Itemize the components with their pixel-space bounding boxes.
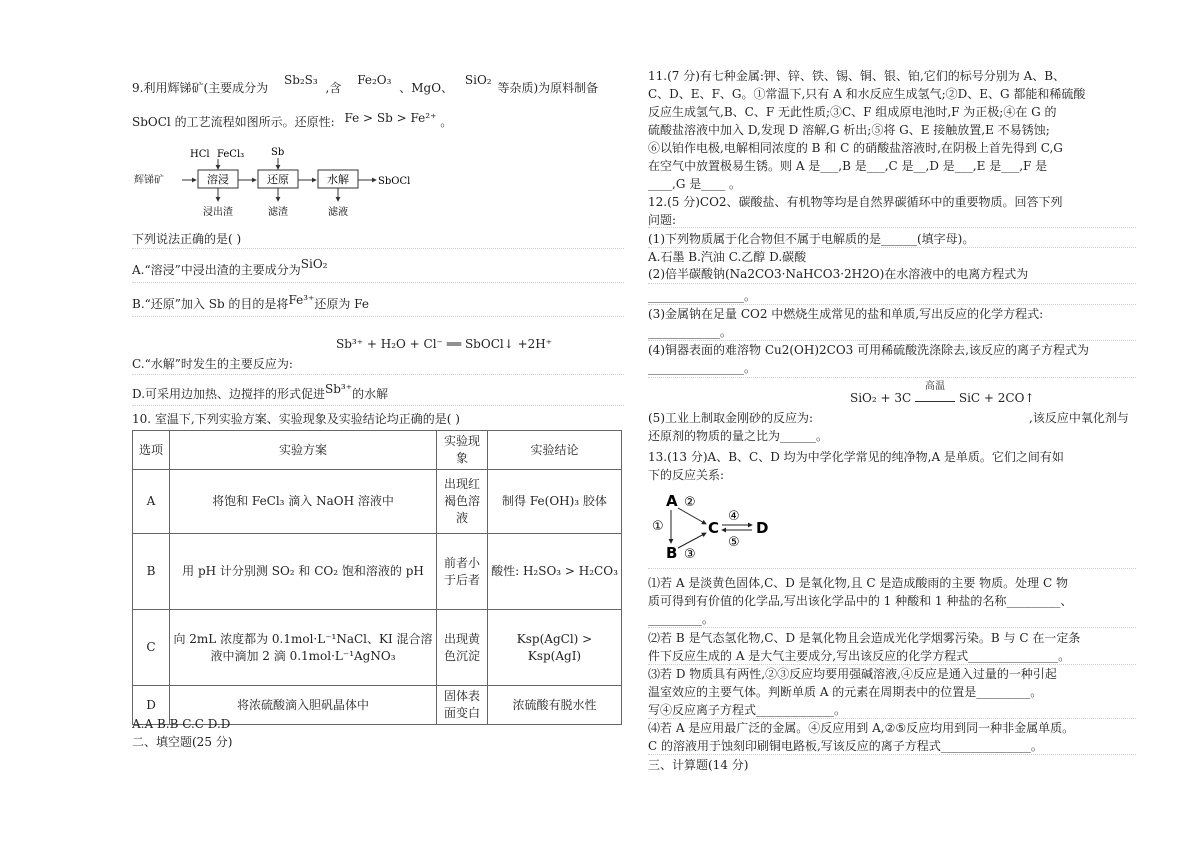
table-cell: 向 2mL 浓度都为 0.1mol·L⁻¹NaCl、KI 混合溶液中滴加 2 滴 0.1mol·L⁻¹AgNO₃ <box>170 610 437 686</box>
label-reaction-4: ④ <box>728 509 740 524</box>
flow-input-hcl: HCl <box>190 149 210 160</box>
q13-part2: ⑵若 B 是气态氢化物,C、D 是氧化物且会造成光化学烟雾污染。B 与 C 在一定条 <box>648 631 1081 645</box>
divider <box>648 664 1136 665</box>
q10-options: A.A B.B C.C D.D <box>132 717 231 731</box>
table-header: 实验结论 <box>488 431 622 470</box>
table-cell: 出现红褐色溶液 <box>437 470 488 534</box>
flow-input-fecl3: FeCl₃ <box>217 149 245 160</box>
formula-sio2: SiO₂ <box>300 257 328 271</box>
divider <box>648 718 1136 719</box>
divider <box>648 247 1136 248</box>
table-header-row <box>133 431 622 470</box>
equation-condition: 高温 <box>925 381 946 392</box>
q13-part4: ⑷若 A 是应用最广泛的金属。④反应用到 A,②⑤反应均用到同一种非金属单质。 <box>648 721 1075 735</box>
q9-ask: 下列说法正确的是( ) <box>132 232 242 246</box>
q11-line: C、D、E、F、G。①常温下,只有 A 和水反应生成氢气;②D、E、G 都能和稀硫酸 <box>648 87 1086 101</box>
q13-part3: 温室效应的主要气体。判断单质 A 的元素在周期表中的位置是_________。 <box>648 685 1043 699</box>
formula-reducing-order: Fe > Sb > Fe²⁺ <box>344 111 437 125</box>
node-d: D <box>756 519 769 537</box>
q11-line: 硫酸盐溶液中加入 D,发现 D 溶解,G 析出;⑤将 G、E 接触放置,E 不易锈蚀; <box>648 123 1050 137</box>
table-cell: Ksp(AgCl) > Ksp(AgI) <box>488 610 622 686</box>
q12-part3: (3)金属钠在足量 CO2 中燃烧生成常见的盐和单质,写出反应的化学方程式: <box>648 307 1044 321</box>
q11-line: ⑥以铂作电极,电解相同浓度的 B 和 C 的硝酸盐溶液时,在阴极上首先得到 C,G <box>648 141 1063 155</box>
q9-option-a <box>132 257 328 278</box>
option-text: 的水解 <box>352 387 389 401</box>
divider <box>648 568 1136 569</box>
divider <box>648 377 1136 378</box>
divider <box>648 627 1136 628</box>
q13-part3: ⑶若 D 物质具有两性,②③反应均要用强碱溶液,④反应是通入过量的一种引起 <box>648 667 1057 681</box>
q12-part5-text: ,该反应中氧化剂与 <box>1029 411 1129 425</box>
q13-part1: 质可得到有价值的化学品,写出该化学品中的 1 种酸和 1 种盐的名称_________、 <box>648 594 1073 608</box>
q11-line: 在空气中放置极易生锈。则 A 是___,B 是___,C 是__,D 是___,E 是___,F 是 <box>648 159 1048 173</box>
q12-part2: (2)倍半碳酸钠(Na2CO3·NaHCO3·2H2O)在水溶液中的电离方程式为 <box>648 267 1029 281</box>
divider <box>648 227 1136 228</box>
divider <box>648 304 1136 305</box>
formula-sio2: SiO₂ <box>464 73 492 87</box>
table-header: 选项 <box>133 431 170 470</box>
q11-line: ____,G 是____ 。 <box>648 177 742 191</box>
table-cell: 浓硫酸有脱水性 <box>488 686 622 725</box>
section-3-heading: 三、计算题(14 分) <box>648 758 749 772</box>
label-reaction-2: ② <box>684 495 696 510</box>
table-cell: C <box>133 610 170 686</box>
q12-line: 12.(5 分)CO2、碳酸盐、有机物等均是自然界碳循环中的重要物质。回答下列 <box>648 195 1063 209</box>
flow-start-label: 辉锑矿 <box>134 175 164 186</box>
equation-arrow <box>915 381 955 402</box>
table-cell: 前者小于后者 <box>437 534 488 610</box>
q9-c-equation: Sb³⁺ + H₂O + Cl⁻ ══ SbOCl↓ +2H⁺ <box>336 337 553 351</box>
option-text: B.“还原”加入 Sb 的目的是将 <box>132 297 289 311</box>
divider <box>648 754 1136 755</box>
q9-text: ,含 <box>325 81 342 95</box>
q13-part3: 写④反应离子方程式_____________。 <box>648 703 847 717</box>
option-text: A.“溶浸”中浸出渣的主要成分为 <box>132 263 301 277</box>
reaction-diagram <box>648 488 778 568</box>
q9-text: 、MgO、 <box>399 81 454 95</box>
q9-text: 9.利用辉锑矿(主要成分为 <box>132 81 269 95</box>
q11-line: 反应生成氢气,B、C、F 无此性质;③C、F 组成原电池时,F 为正极;④在 G 的 <box>648 105 1057 119</box>
q13-part1: _________。 <box>648 612 715 626</box>
table-row <box>133 610 622 686</box>
q12-part3-blank: ____________。 <box>648 325 733 339</box>
equation-products: SiC + 2CO↑ <box>958 391 1035 405</box>
flow-product-label: SbOCl <box>378 176 411 187</box>
flow-output-slag: 滤渣 <box>268 207 288 218</box>
q12-part4: (4)铜器表面的难溶物 Cu2(OH)2CO3 可用稀硫酸洗涤除去,该反应的离子方程式为 <box>648 343 1089 357</box>
q12-part5 <box>648 410 1129 426</box>
flow-output-filtrate: 滤液 <box>328 207 348 218</box>
table-header: 实验现象 <box>437 431 488 470</box>
q13-line: 13.(13 分)A、B、C、D 均为中学化学常见的纯净物,A 是单质。它们之间有如 <box>648 450 1064 464</box>
table-cell: 酸性: H₂SO₃ > H₂CO₃ <box>488 534 622 610</box>
equation-reactants: SiO₂ + 3C <box>850 391 912 405</box>
flow-box3-label: 水解 <box>327 173 349 186</box>
flow-output-residue: 浸出渣 <box>203 207 233 218</box>
table-cell: 固体表面变白 <box>437 686 488 725</box>
experiment-table <box>132 430 622 725</box>
q10-stem: 10. 室温下,下列实验方案、实验现象及实验结论均正确的是( ) <box>132 412 460 426</box>
table-cell: B <box>133 534 170 610</box>
flow-box1-label: 溶浸 <box>207 173 229 186</box>
q9-option-d <box>132 382 389 402</box>
table-cell: 将饱和 FeCl₃ 滴入 NaOH 溶液中 <box>170 470 437 534</box>
q9-text: SbOCl 的工艺流程如图所示。还原性: <box>132 115 335 129</box>
table-row <box>133 534 622 610</box>
divider <box>132 316 624 317</box>
q13-line: 下的反应关系: <box>648 468 725 482</box>
option-text: D.可采用边加热、边搅拌的形式促进 <box>132 387 326 401</box>
q12-line: 问题: <box>648 213 677 227</box>
formula-fe3: Fe³⁺ <box>288 293 315 307</box>
q9-text: 。 <box>440 115 453 129</box>
flow-input-sb: Sb <box>271 147 285 158</box>
table-header: 实验方案 <box>170 431 437 470</box>
q9-line1 <box>132 73 599 96</box>
q13-part2: 件下反应生成的 A 是大气主要成分,写出该反应的化学方程式_______________。 <box>648 649 1071 663</box>
divider <box>132 374 624 375</box>
table-cell: 用 pH 计分别测 SO₂ 和 CO₂ 饱和溶液的 pH <box>170 534 437 610</box>
equation-arrow-line <box>915 401 955 402</box>
q12-part5-equation <box>850 381 1035 406</box>
table-cell: A <box>133 470 170 534</box>
q12-part4-blank: ________________。 <box>648 361 757 375</box>
process-flowchart <box>132 145 432 225</box>
q12-part5-b: 还原剂的物质的量之比为______。 <box>648 429 829 443</box>
q12-part2-blank: ________________。 <box>648 289 757 303</box>
formula-sb3: Sb³⁺ <box>325 382 353 396</box>
q9-option-b <box>132 293 369 312</box>
q9-option-c: C.“水解”时发生的主要反应为: <box>132 357 293 371</box>
q12-part5-text: (5)工业上制取金刚砂的反应为: <box>648 411 814 425</box>
divider <box>132 405 624 406</box>
table-cell: 将浓硫酸滴入胆矾晶体中 <box>170 686 437 725</box>
node-a: A <box>666 492 678 510</box>
q12-part1-options: A.石墨 B.汽油 C.乙醇 D.碳酸 <box>648 250 807 264</box>
q9-text: 等杂质)为原料制备 <box>497 81 599 95</box>
table-row <box>133 470 622 534</box>
label-reaction-1: ① <box>652 519 664 534</box>
formula-sb2s3: Sb₂S₃ <box>283 73 318 87</box>
divider <box>132 248 624 249</box>
table-cell: 出现黄色沉淀 <box>437 610 488 686</box>
divider <box>648 340 1136 341</box>
table-cell: 制得 Fe(OH)₃ 胶体 <box>488 470 622 534</box>
q13-part4: C 的溶液用于蚀刻印刷铜电路板,写该反应的离子方程式_______________。 <box>648 739 1043 753</box>
section-2-heading: 二、填空题(25 分) <box>132 735 233 749</box>
divider <box>648 283 1136 284</box>
q13-part1: ⑴若 A 是淡黄色固体,C、D 是氧化物,且 C 是造成酸雨的主要 物质。处理 C 物 <box>648 576 1068 590</box>
q9-line2 <box>132 111 453 130</box>
formula-fe2o3: Fe₂O₃ <box>357 73 392 87</box>
q11-line: 11.(7 分)有七种金属:钾、锌、铁、锡、铜、银、铂,它们的标号分别为 A、B、 <box>648 69 1066 83</box>
divider <box>132 282 624 283</box>
node-b: B <box>666 544 678 562</box>
label-reaction-5: ⑤ <box>728 535 740 550</box>
option-text: 还原为 Fe <box>314 297 369 311</box>
label-reaction-3: ③ <box>684 547 696 562</box>
flow-box2-label: 还原 <box>267 173 289 186</box>
node-c: C <box>708 519 720 537</box>
q12-part1: (1)下列物质属于化合物但不属于电解质的是______(填字母)。 <box>648 232 975 246</box>
table-cell: D <box>133 686 170 725</box>
